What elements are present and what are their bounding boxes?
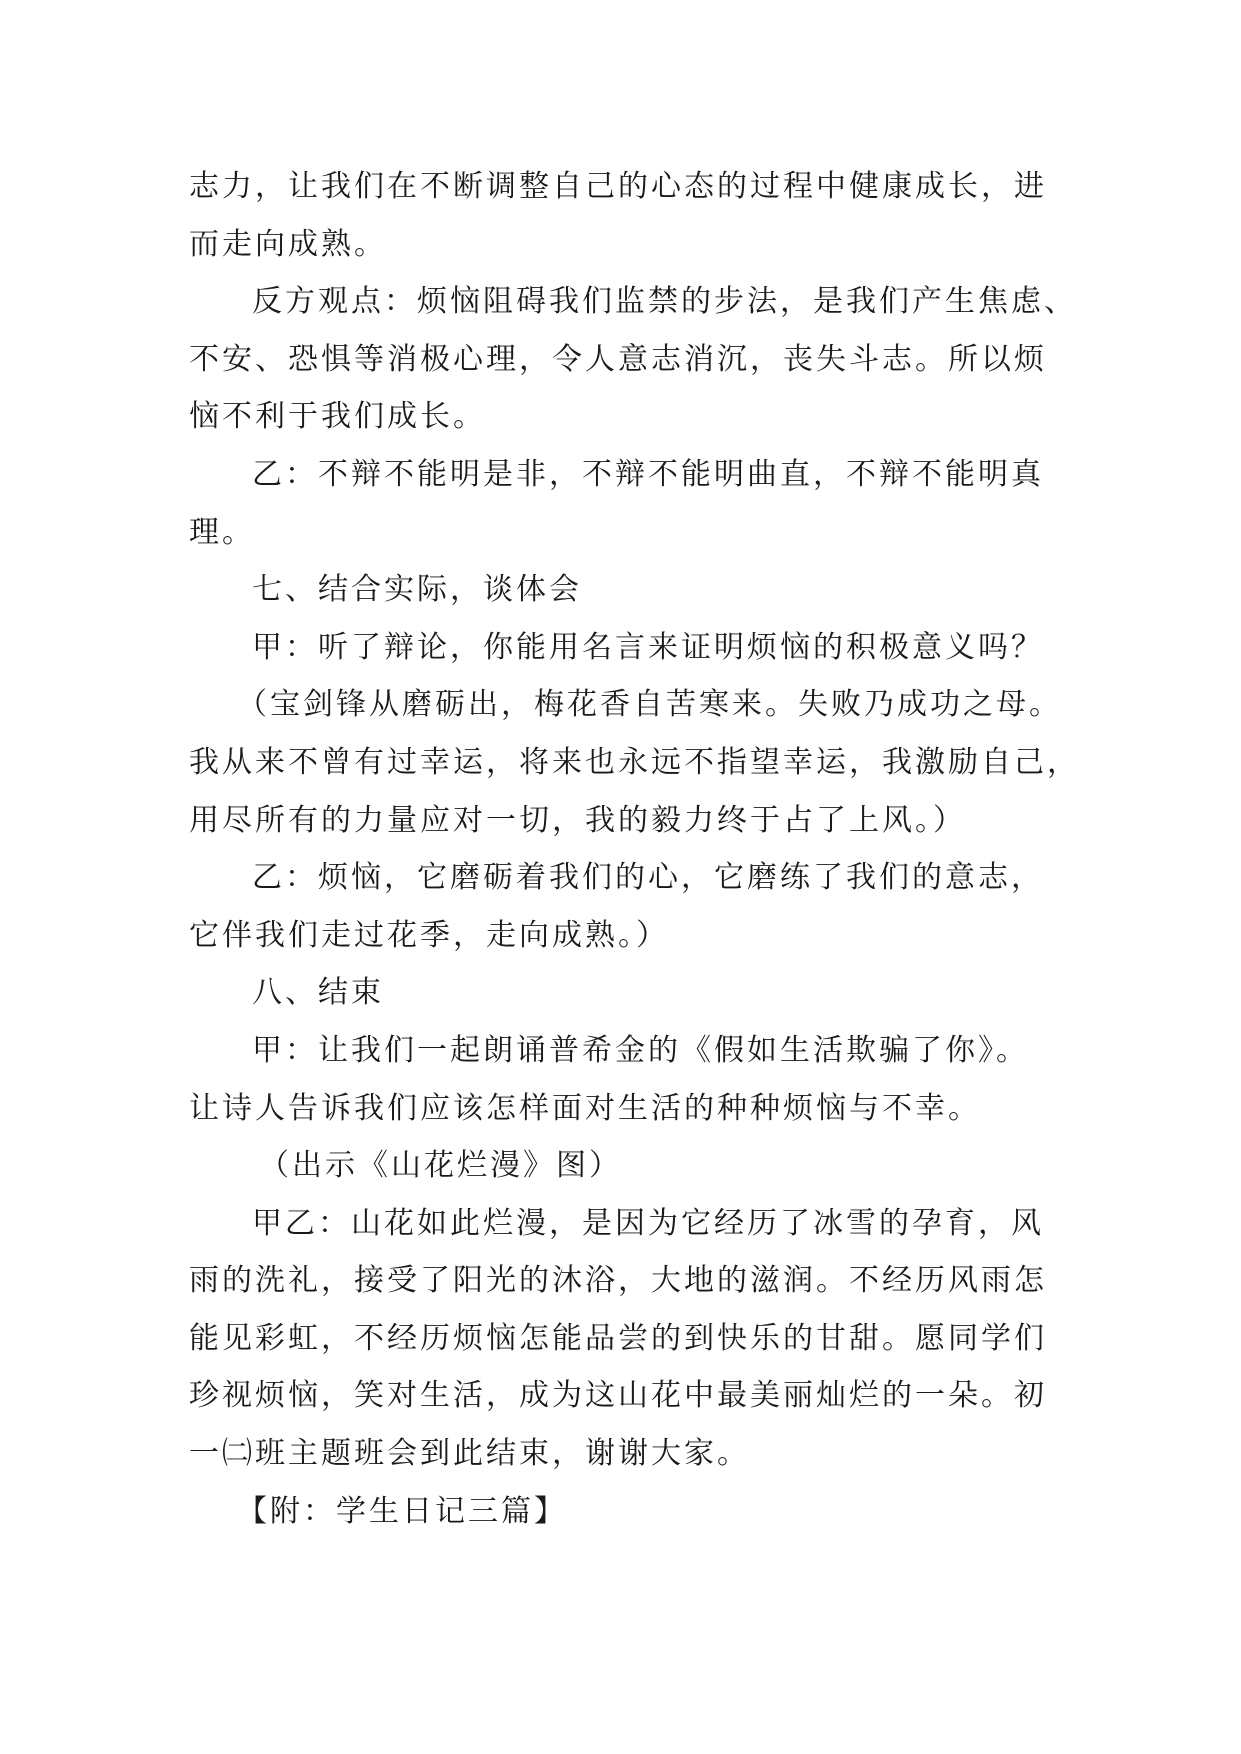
document-body — [189, 158, 1080, 1540]
text-line: 让诗人告诉我们应该怎样面对生活的种种烦恼与不幸。 — [189, 1090, 981, 1126]
text-line: 珍视烦恼，笑对生活，成为这山花中最美丽灿烂的一朵。初 — [189, 1378, 1047, 1414]
section-heading: 八、结束 — [252, 975, 384, 1011]
text-line: 不安、恐惧等消极心理，令人意志消沉，丧失斗志。所以烦 — [189, 341, 1047, 377]
section-heading: 七、结合实际，谈体会 — [252, 572, 582, 608]
text-line: 我从来不曾有过幸运，将来也永远不指望幸运，我激励自己， — [189, 744, 1080, 780]
text-line: 用尽所有的力量应对一切，我的毅力终于占了上风。） — [189, 802, 966, 838]
text-line: 雨的洗礼，接受了阳光的沐浴，大地的滋润。不经历风雨怎 — [189, 1263, 1047, 1299]
text-line: （出示《山花烂漫》图） — [259, 1148, 622, 1184]
text-line: （宝剑锋从磨砺出，梅花香自苦寒来。失败乃成功之母。 — [237, 687, 1062, 723]
text-line: 甲乙：山花如此烂漫，是因为它经历了冰雪的孕育，风 — [252, 1205, 1044, 1241]
text-line: 理。 — [189, 514, 255, 550]
text-line: 甲：让我们一起朗诵普希金的《假如生活欺骗了你》。 — [252, 1032, 1029, 1068]
text-line: 反方观点：烦恼阻碍我们监禁的步法，是我们产生焦虑、 — [252, 284, 1077, 320]
text-line: 乙：烦恼，它磨砺着我们的心，它磨练了我们的意志， — [252, 860, 1044, 896]
text-line: 乙：不辩不能明是非，不辩不能明曲直，不辩不能明真 — [252, 456, 1044, 492]
text-line: 志力，让我们在不断调整自己的心态的过程中健康成长，进 — [189, 169, 1047, 204]
text-line: 甲：听了辩论，你能用名言来证明烦恼的积极意义吗？ — [252, 629, 1044, 665]
text-line: 能见彩虹，不经历烦恼怎能品尝的到快乐的甘甜。愿同学们 — [189, 1320, 1047, 1356]
appendix-heading: 【附：学生日记三篇】 — [237, 1493, 567, 1529]
text-line: 恼不利于我们成长。 — [189, 399, 486, 435]
text-line: 而走向成熟。 — [189, 226, 387, 262]
text-line: 它伴我们走过花季，走向成熟。） — [189, 917, 669, 953]
text-line: 一㈡班主题班会到此结束，谢谢大家。 — [189, 1436, 750, 1472]
